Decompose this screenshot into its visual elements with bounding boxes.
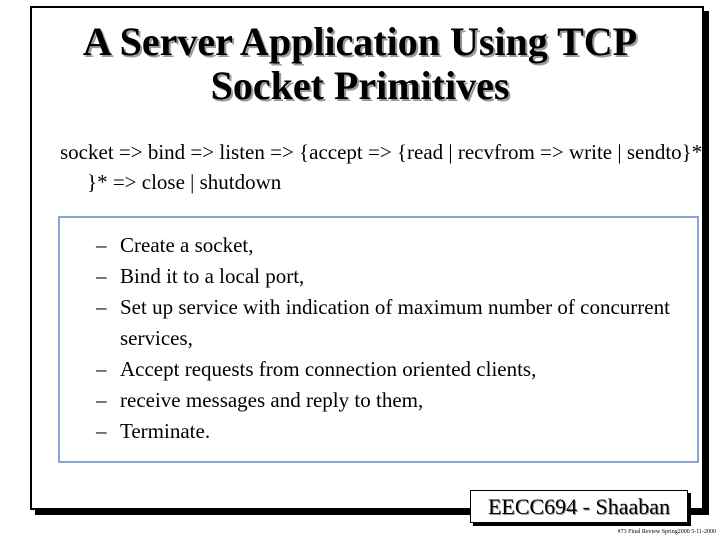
step-dash: –	[96, 357, 107, 381]
step-text: Bind it to a local port,	[120, 264, 305, 288]
step-text: Terminate.	[120, 419, 211, 443]
step-dash: –	[96, 388, 107, 412]
step-text: Create a socket,	[120, 233, 254, 257]
step-text: Accept requests from connection oriented clients,	[120, 357, 537, 381]
step-dash: –	[96, 233, 107, 257]
footer-note: #73 Final Review Spring2000 5-11-2000	[617, 529, 716, 535]
primitive-sequence: socket => bind => listen => {accept => {read | recvfrom => write | sendto}* }* => close | shutdown	[60, 140, 703, 194]
step-text: Set up service with indication of maximum number of concurrent services,	[120, 295, 670, 350]
course-footer-label: EECC694 - Shaaban	[470, 490, 688, 523]
step-dash: –	[96, 264, 107, 288]
slide-title	[0, 20, 720, 108]
step-item	[96, 230, 686, 261]
title-line-2: Socket Primitives	[210, 63, 510, 108]
steps-list	[96, 230, 686, 447]
title-line-1: A Server Application Using TCP	[82, 19, 638, 64]
step-item	[96, 354, 686, 385]
step-dash: –	[96, 419, 107, 443]
step-item	[96, 292, 686, 354]
step-item	[96, 416, 686, 447]
step-item	[96, 261, 686, 292]
step-item	[96, 385, 686, 416]
step-text: receive messages and reply to them,	[120, 388, 424, 412]
step-dash: –	[96, 295, 107, 319]
steps-box	[58, 216, 699, 463]
